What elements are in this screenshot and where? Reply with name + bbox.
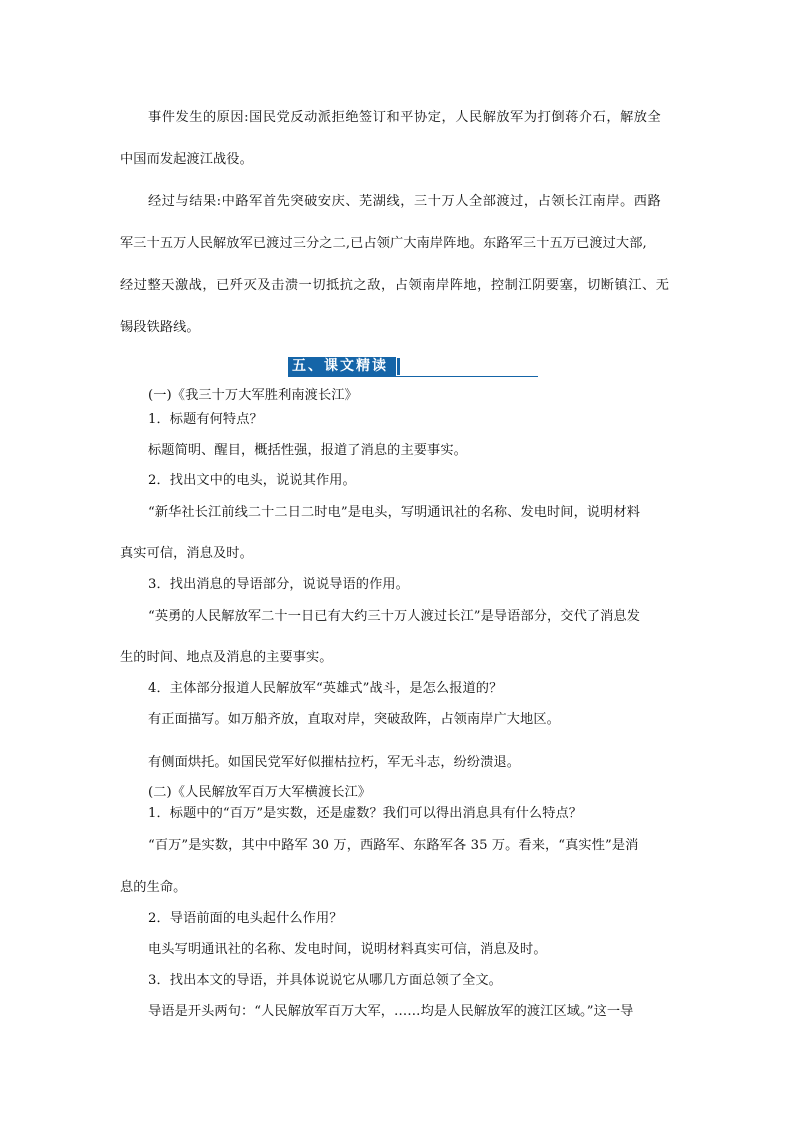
section-title: 五、课文精读 — [288, 357, 396, 376]
answer-line: 真实可信，消息及时。 — [120, 546, 253, 561]
subsection-title: (二)《人民解放军百万大军横渡长江》 — [148, 785, 372, 800]
answer-line: “新华社长江前线二十二日二时电”是电头，写明通讯社的名称、发电时间，说明材料 — [148, 505, 641, 520]
question-line: 2．找出文中的电头，说说其作用。 — [148, 473, 356, 488]
question-line: 2．导语前面的电头起什么作用？ — [148, 911, 343, 926]
paragraph-line: 锡段铁路线。 — [120, 320, 200, 335]
answer-line: 电头写明通讯社的名称、发电时间，说明材料真实可信，消息及时。 — [148, 942, 547, 957]
answer-line: “英勇的人民解放军二十一日已有大约三十万人渡过长江”是导语部分，交代了消息发 — [148, 609, 641, 624]
answer-line: 生的时间、地点及消息的主要事实。 — [120, 650, 333, 665]
paragraph-line: 经过整天激战，已歼灭及击溃一切抵抗之敌，占领南岸阵地，控制江阴要塞，切断镇江、无 — [120, 278, 670, 293]
paragraph-line: 军三十五万人民解放军已渡过三分之二,已占领广大南岸阵地。东路军三十五万已渡过大部, — [120, 236, 647, 251]
section-header — [288, 357, 538, 377]
section-underline — [288, 376, 538, 377]
answer-line: 有正面描写。如万船齐放，直取对岸，突破敌阵，占领南岸广大地区。 — [148, 712, 560, 727]
answer-line: 有侧面烘托。如国民党军好似摧枯拉朽，军无斗志，纷纷溃退。 — [148, 755, 521, 770]
answer-line: 导语是开头两句：“人民解放军百万大军，……均是人民解放军的渡江区域。”这一导 — [148, 1004, 634, 1019]
section-title-marker — [397, 358, 400, 375]
question-line: 3．找出消息的导语部分，说说导语的作用。 — [148, 577, 409, 592]
answer-line: “百万”是实数，其中中路军 30 万，西路军、东路军各 35 万。看来，“真实性”是消 — [148, 838, 639, 853]
question-line: 3．找出本文的导语，并具体说说它从哪几方面总领了全文。 — [148, 973, 502, 988]
paragraph-line: 事件发生的原因:国民党反动派拒绝签订和平协定，人民解放军为打倒蒋介石，解放全 — [148, 110, 662, 125]
question-line: 1．标题中的“百万”是实数，还是虚数？我们可以得出消息具有什么特点？ — [148, 806, 583, 821]
paragraph-line: 经过与结果:中路军首先突破安庆、芜湖线，三十万人全部渡过，占领长江南岸。西路 — [148, 194, 662, 209]
answer-line: 标题简明、醒目，概括性强，报道了消息的主要事实。 — [148, 443, 467, 458]
question-line: 4．主体部分报道人民解放军“英雄式”战斗，是怎么报道的？ — [148, 681, 503, 696]
question-line: 1．标题有何特点？ — [148, 412, 263, 427]
answer-line: 息的生命。 — [120, 880, 187, 895]
paragraph-line: 中国而发起渡江战役。 — [120, 152, 253, 167]
subsection-title: (一)《我三十万大军胜利南渡长江》 — [148, 388, 358, 403]
